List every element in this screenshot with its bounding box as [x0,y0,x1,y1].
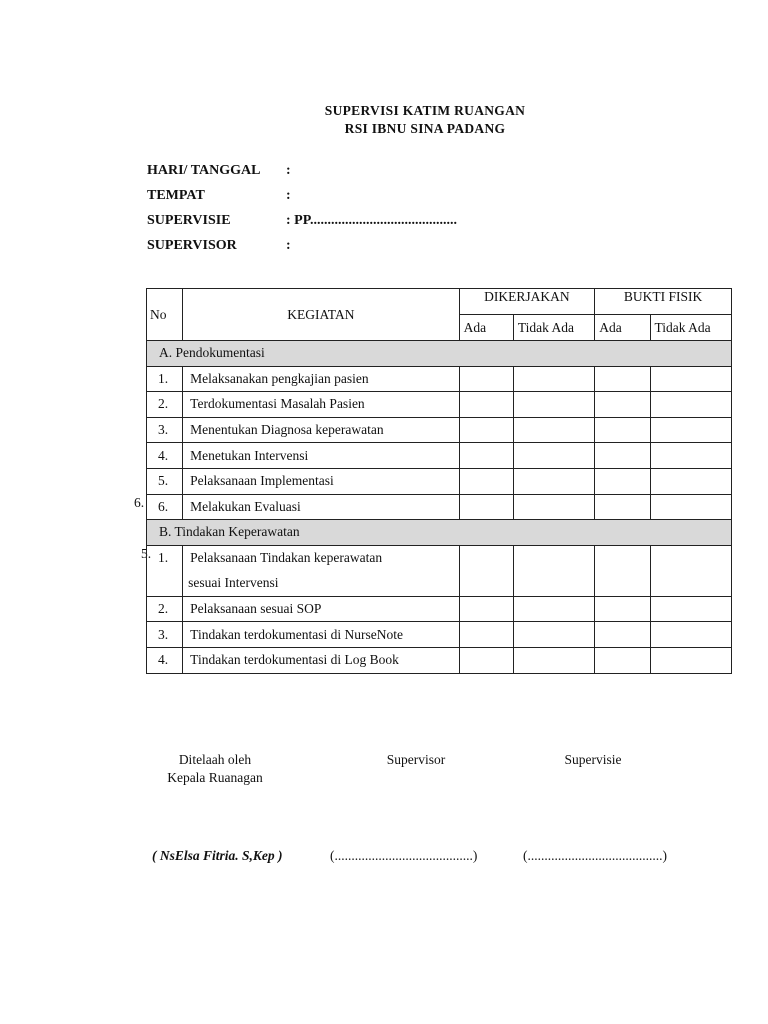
header-no: No [147,289,183,341]
label-hari-tanggal: HARI/ TANGGAL [147,163,261,178]
row-activity: Menetukan Intervensi [183,443,459,469]
checkbox-cell[interactable] [595,392,650,418]
label-supervisor: SUPERVISOR [147,238,237,253]
signature-name-supervisor: (.........................................) [330,848,478,863]
checkbox-cell[interactable] [513,494,594,520]
checkbox-cell[interactable] [513,468,594,494]
checkbox-cell[interactable] [459,417,513,443]
document-title-line1: SUPERVISI KATIM RUANGAN [324,103,526,118]
signature-name-kepala: ( NsElsa Fitria. S,Kep ) [152,848,283,863]
checkbox-cell[interactable] [459,366,513,392]
value-tempat: : [286,188,291,203]
header-bukti-fisik: BUKTI FISIK [595,289,732,315]
table-row [147,417,732,443]
margin-mark-6: 6. [134,495,145,510]
margin-mark-5: 5. [141,546,152,561]
row-activity: Tindakan terdokumentasi di NurseNote [183,622,459,648]
checkbox-cell[interactable] [650,417,731,443]
row-number: 3. [147,622,183,648]
header-dikerjakan: DIKERJAKAN [459,289,595,315]
value-hari-tanggal: : [286,163,291,178]
row-number: 5. [147,468,183,494]
table-row [147,545,732,596]
row-number: 2. [147,392,183,418]
checkbox-cell[interactable] [513,545,594,596]
checkbox-cell[interactable] [595,443,650,469]
checkbox-cell[interactable] [513,417,594,443]
table-row [147,392,732,418]
row-number: 4. [147,443,183,469]
table-row [147,366,732,392]
value-supervisor: : [286,238,291,253]
signature-name-supervisie: (........................................) [523,848,667,863]
checkbox-cell[interactable] [459,392,513,418]
row-number: 6. [147,494,183,520]
checkbox-cell[interactable] [459,622,513,648]
checkbox-cell[interactable] [595,366,650,392]
table-row [147,622,732,648]
supervision-table [146,288,732,674]
checkbox-cell[interactable] [459,596,513,622]
section-a-pendokumentasi: A. Pendokumentasi [147,341,732,367]
checkbox-cell[interactable] [595,647,650,673]
row-activity: Melaksanakan pengkajian pasien [183,366,459,392]
section-b-tindakan-keperawatan: B. Tindakan Keperawatan [147,520,732,546]
header-dikerjakan-ada: Ada [459,315,513,341]
checkbox-cell[interactable] [595,468,650,494]
checkbox-cell[interactable] [513,392,594,418]
row-activity: Tindakan terdokumentasi di Log Book [183,647,459,673]
document-title-line2: RSI IBNU SINA PADANG [344,121,506,136]
checkbox-cell[interactable] [650,622,731,648]
row-number: 1. [147,366,183,392]
checkbox-cell[interactable] [459,647,513,673]
row-number: 3. [147,417,183,443]
table-row [147,494,732,520]
checkbox-cell[interactable] [513,443,594,469]
checkbox-cell[interactable] [650,366,731,392]
sig-supervisor-label: Supervisor [386,752,446,767]
checkbox-cell[interactable] [513,647,594,673]
checkbox-cell[interactable] [650,596,731,622]
row-activity: Menentukan Diagnosa keperawatan [183,417,459,443]
checkbox-cell[interactable] [650,545,731,596]
checkbox-cell[interactable] [595,494,650,520]
checkbox-cell[interactable] [459,468,513,494]
sig-ditelaah-line1: Ditelaah oleh [178,752,252,767]
sig-ditelaah-line2: Kepala Ruanagan [167,770,263,785]
row-activity: Terdokumentasi Masalah Pasien [183,392,459,418]
label-tempat: TEMPAT [147,188,205,203]
row-activity [183,545,459,596]
checkbox-cell[interactable] [459,545,513,596]
row-activity: Pelaksanaan sesuai SOP [183,596,459,622]
row-number: 1. [147,545,183,596]
checkbox-cell[interactable] [595,622,650,648]
row-number: 4. [147,647,183,673]
header-dikerjakan-tidak-ada: Tidak Ada [513,315,594,341]
row-activity-line1: Pelaksanaan Tindakan keperawatan [190,549,383,565]
checkbox-cell[interactable] [650,443,731,469]
row-activity: Melakukan Evaluasi [183,494,459,520]
checkbox-cell[interactable] [459,494,513,520]
table-row [147,647,732,673]
checkbox-cell[interactable] [595,596,650,622]
checkbox-cell[interactable] [513,596,594,622]
checkbox-cell[interactable] [513,622,594,648]
checkbox-cell[interactable] [513,366,594,392]
row-number: 2. [147,596,183,622]
checkbox-cell[interactable] [459,443,513,469]
table-row [147,443,732,469]
checkbox-cell[interactable] [650,494,731,520]
table-row [147,596,732,622]
checkbox-cell[interactable] [650,647,731,673]
row-activity-line2: sesuai Intervensi [188,574,279,590]
row-activity: Pelaksanaan Implementasi [183,468,459,494]
checkbox-cell[interactable] [650,392,731,418]
table-row [147,468,732,494]
checkbox-cell[interactable] [650,468,731,494]
value-supervisie: : PP.......................................... [286,213,457,228]
header-bukti-ada: Ada [595,315,650,341]
checkbox-cell[interactable] [595,545,650,596]
sig-supervisie-label: Supervisie [564,752,622,767]
header-kegiatan: KEGIATAN [183,289,459,341]
checkbox-cell[interactable] [595,417,650,443]
header-bukti-tidak-ada: Tidak Ada [650,315,731,341]
label-supervisie: SUPERVISIE [147,213,231,228]
